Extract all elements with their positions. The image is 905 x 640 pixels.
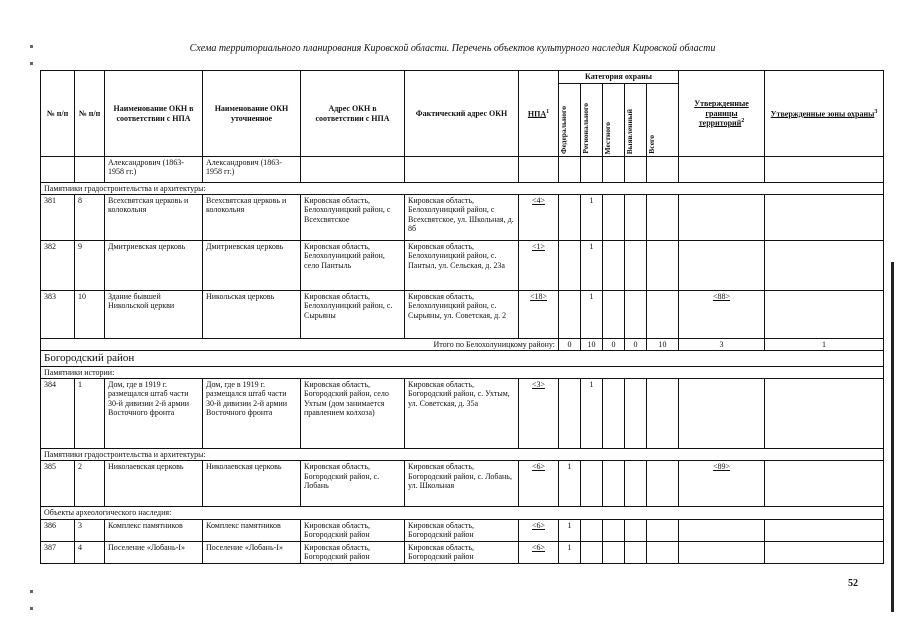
cat-regional-label: Регионального <box>581 103 590 154</box>
cell-regional: 1 <box>581 379 603 449</box>
total-sum: 10 <box>647 339 679 351</box>
cell-federal: 1 <box>559 519 581 541</box>
cell-address-actual: Кировская область, Богородский район, с. Лобань, ул. Школьная <box>405 461 519 507</box>
cell-name-refined: Дом, где в 1919 г. размещался штаб части 30-й дивизии 2-й армии Восточного фронта <box>203 379 301 449</box>
zones-header-label: Утвержденные зоны охраны <box>770 109 875 119</box>
document-title: Схема территориального планирования Кировской области. Перечень объектов культурного наследия Кировской области <box>189 43 716 54</box>
col-zones <box>765 71 884 157</box>
cell-num-local: 2 <box>75 461 105 507</box>
scan-mark <box>30 607 33 610</box>
col-cat-local <box>603 84 625 157</box>
cell-address: Кировская область, Богородский район, село Ухтым (дом занимается правлением колхоза) <box>301 379 405 449</box>
heritage-table <box>40 70 884 564</box>
cell-name: Дом, где в 1919 г. размещался штаб части 30-й дивизии 2-й армии Восточного фронта <box>105 379 203 449</box>
table-row <box>41 541 884 563</box>
cell-address: Кировская область, Белохолуницкий район, с. Сырьяны <box>301 291 405 339</box>
cell-num-local: 9 <box>75 241 105 291</box>
section-header <box>41 449 884 461</box>
col-cat-total <box>647 84 679 157</box>
col-category: Категория охраны <box>559 71 679 84</box>
table-row <box>41 291 884 339</box>
cell-name-refined: Дмитриевская церковь <box>203 241 301 291</box>
header-row-1 <box>41 71 884 84</box>
cell-npa-link[interactable]: <4> <box>519 195 559 241</box>
table-row <box>41 519 884 541</box>
cell-address-actual: Кировская область, Белохолуницкий район, с Всехсвятское, ул. Школьная, д. 8б <box>405 195 519 241</box>
cell-name-refined: Всехсвятская церковь и колокольня <box>203 195 301 241</box>
cell-name-refined: Никольская церковь <box>203 291 301 339</box>
cell-num: 385 <box>41 461 75 507</box>
cell-federal: 1 <box>559 461 581 507</box>
scan-mark <box>30 45 33 48</box>
section-title: Памятники градостроительства и архитектуры: <box>41 449 884 461</box>
cat-total-label: Всего <box>647 135 656 154</box>
scan-mark <box>30 590 33 593</box>
cell-npa-link[interactable]: <6> <box>519 541 559 563</box>
cell-name-refined: Поселение «Лобань-I» <box>203 541 301 563</box>
col-borders <box>679 71 765 157</box>
district-title: Богородский район <box>41 351 884 367</box>
col-address-actual: Фактический адрес ОКН <box>405 71 519 157</box>
cell-num: 383 <box>41 291 75 339</box>
cell-name: Здание бывшей Никольской церкви <box>105 291 203 339</box>
cell-num: 387 <box>41 541 75 563</box>
section-header <box>41 367 884 379</box>
cell-num: 381 <box>41 195 75 241</box>
table-row <box>41 379 884 449</box>
cell-borders-link[interactable]: <89> <box>679 461 765 507</box>
table-row <box>41 241 884 291</box>
page-number: 52 <box>848 578 858 589</box>
cell-npa-link[interactable]: <6> <box>519 461 559 507</box>
footnote-ref: 1 <box>546 108 550 115</box>
cell-num-local: 1 <box>75 379 105 449</box>
cell-num: 382 <box>41 241 75 291</box>
cell-npa-link[interactable]: <3> <box>519 379 559 449</box>
cell-name: Поселение «Лобань-I» <box>105 541 203 563</box>
cell-npa-link[interactable]: <6> <box>519 519 559 541</box>
col-name-refined: Наименование ОКН уточненное <box>203 71 301 157</box>
section-header <box>41 507 884 519</box>
total-local: 0 <box>603 339 625 351</box>
total-label: Итого по Белохолуницкому району: <box>41 339 559 351</box>
table-row <box>41 195 884 241</box>
section-title: Объекты археологического наследия: <box>41 507 884 519</box>
cell-address: Кировская область, Богородский район <box>301 519 405 541</box>
cell-name: Александрович (1863-1958 гг.) <box>105 157 203 183</box>
total-zones: 1 <box>765 339 884 351</box>
cell-address: Кировская область, Белохолуницкий район, село Пантыль <box>301 241 405 291</box>
cat-local-label: Местного <box>603 121 612 154</box>
total-identified: 0 <box>625 339 647 351</box>
cell-num-local: 3 <box>75 519 105 541</box>
total-federal: 0 <box>559 339 581 351</box>
col-cat-regional <box>581 84 603 157</box>
table-row <box>41 157 884 183</box>
cell-address: Кировская область, Богородский район, с. Лобань <box>301 461 405 507</box>
scan-mark <box>30 62 33 65</box>
cell-name: Николаевская церковь <box>105 461 203 507</box>
district-header <box>41 351 884 367</box>
cat-federal-label: Федерального <box>559 106 568 154</box>
cell-num: 386 <box>41 519 75 541</box>
col-cat-identified <box>625 84 647 157</box>
col-name-npa: Наименование ОКН в соответствии с НПА <box>105 71 203 157</box>
cell-regional: 1 <box>581 195 603 241</box>
cell-name: Всехсвятская церковь и колокольня <box>105 195 203 241</box>
section-title: Памятники истории: <box>41 367 884 379</box>
col-num-local: № п/п <box>75 71 105 157</box>
cell-name: Дмитриевская церковь <box>105 241 203 291</box>
cell-address-actual: Кировская область, Белохолуницкий район, с. Пантыл, ул. Сельская, д. 23а <box>405 241 519 291</box>
cell-regional: 1 <box>581 241 603 291</box>
cell-borders-link[interactable]: <88> <box>679 291 765 339</box>
cell-address-actual: Кировская область, Богородский район <box>405 541 519 563</box>
cell-name-refined: Комплекс памятников <box>203 519 301 541</box>
cell-address-actual: Кировская область, Богородский район <box>405 519 519 541</box>
binding-edge <box>891 262 894 612</box>
col-num-pp: № п/п <box>41 71 75 157</box>
cell-name: Комплекс памятников <box>105 519 203 541</box>
cell-address: Кировская область, Богородский район <box>301 541 405 563</box>
cell-regional: 1 <box>581 291 603 339</box>
cell-address-actual: Кировская область, Белохолуницкий район, с. Сырьяны, ул. Советская, д. 2 <box>405 291 519 339</box>
section-header <box>41 183 884 195</box>
cell-address: Кировская область, Белохолуницкий район, с Всехсвятское <box>301 195 405 241</box>
cell-name-refined: Александрович (1863-1958 гг.) <box>203 157 301 183</box>
footnote-ref: 2 <box>741 117 745 124</box>
total-regional: 10 <box>581 339 603 351</box>
table-row <box>41 461 884 507</box>
total-row <box>41 339 884 351</box>
col-cat-federal <box>559 84 581 157</box>
total-borders: 3 <box>679 339 765 351</box>
cell-num: 384 <box>41 379 75 449</box>
cell-name-refined: Николаевская церковь <box>203 461 301 507</box>
cell-num-local: 8 <box>75 195 105 241</box>
col-address-npa: Адрес ОКН в соответствии с НПА <box>301 71 405 157</box>
cell-npa-link[interactable]: <1> <box>519 241 559 291</box>
cat-identified-label: Выявленный <box>625 108 634 154</box>
cell-num-local: 4 <box>75 541 105 563</box>
cell-npa-link[interactable]: <18> <box>519 291 559 339</box>
npa-header-label: НПА <box>527 109 547 119</box>
footnote-ref: 3 <box>874 108 878 115</box>
borders-header-label: Утвержденные границы территорий <box>694 99 749 128</box>
section-title: Памятники градостроительства и архитектуры: <box>41 183 884 195</box>
col-npa <box>519 71 559 157</box>
cell-address-actual: Кировская область, Богородский район, с. Ухтым, ул. Советская, д. 35а <box>405 379 519 449</box>
cell-federal: 1 <box>559 541 581 563</box>
cell-num-local: 10 <box>75 291 105 339</box>
